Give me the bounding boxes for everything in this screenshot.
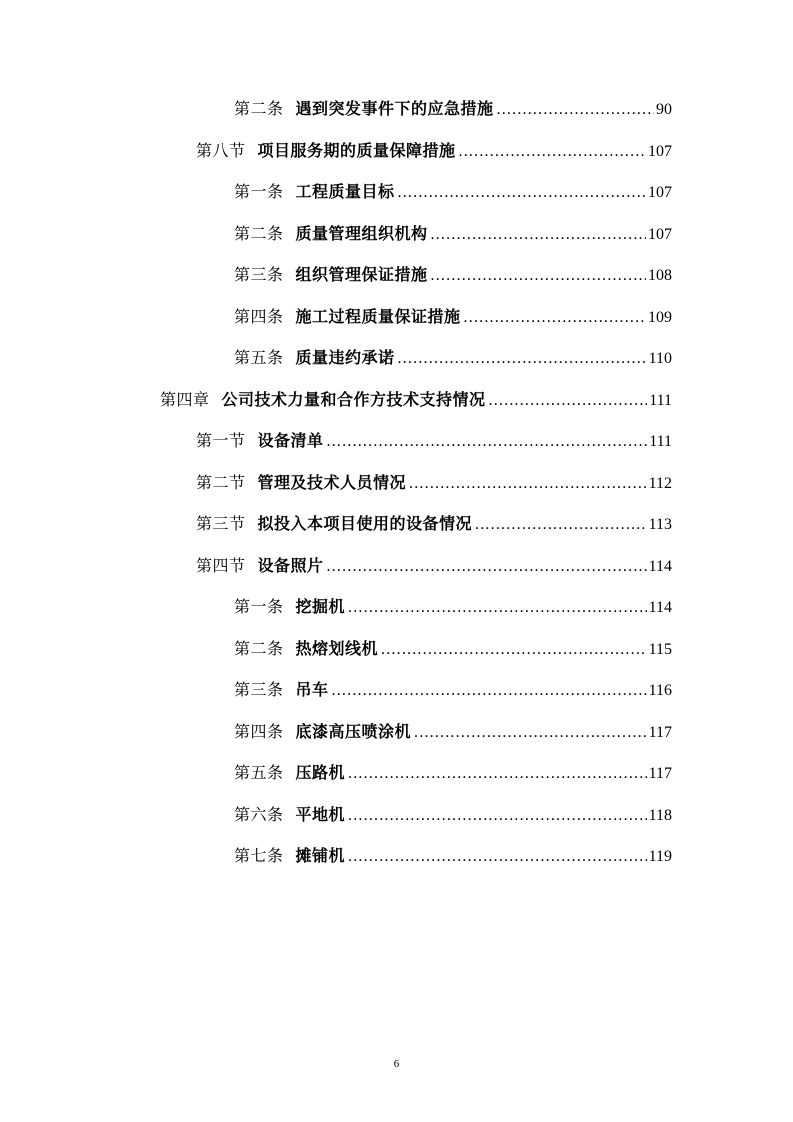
toc-entry-number: 第三条 xyxy=(234,680,284,699)
toc-entry-title: 底漆高压喷涂机 xyxy=(295,722,412,741)
toc-entry-title: 施工过程质量保证措施 xyxy=(295,307,461,326)
toc-leader-dots xyxy=(431,264,646,288)
toc-entry-title: 遇到突发事件下的应急措施 xyxy=(295,99,494,118)
toc-entry[interactable] xyxy=(196,471,672,495)
toc-entry[interactable] xyxy=(234,180,672,204)
toc-entry-title: 公司技术力量和合作方技术支持情况 xyxy=(221,390,486,409)
toc-leader-dots xyxy=(348,845,647,869)
toc-entry-page: 107 xyxy=(648,143,672,160)
toc-entry-title: 质量违约承诺 xyxy=(295,348,395,367)
toc-entry-number: 第三节 xyxy=(196,514,246,533)
toc-entry[interactable] xyxy=(196,429,672,453)
toc-leader-dots xyxy=(327,430,648,454)
toc-entry-page: 117 xyxy=(648,724,672,741)
toc-leader-dots xyxy=(348,596,647,620)
toc-leader-dots xyxy=(497,98,654,122)
toc-entry[interactable] xyxy=(234,720,672,744)
toc-entry-title: 压路机 xyxy=(295,763,346,782)
toc-leader-dots xyxy=(348,762,647,786)
toc-entry-number: 第七条 xyxy=(234,846,284,865)
toc-entry-number: 第二条 xyxy=(234,639,284,658)
toc-leader-dots xyxy=(464,306,646,330)
toc-entry[interactable] xyxy=(234,844,672,868)
toc-leader-dots xyxy=(414,721,647,745)
toc-entry-number: 第八节 xyxy=(196,141,246,160)
toc-entry[interactable] xyxy=(234,346,672,370)
toc-entry-number: 第二条 xyxy=(234,99,284,118)
toc-entry-page: 109 xyxy=(648,309,672,326)
toc-entry-page: 107 xyxy=(648,184,672,201)
toc-entry-number: 第六条 xyxy=(234,805,284,824)
toc-entry[interactable] xyxy=(234,305,672,329)
toc-entry-number: 第五条 xyxy=(234,763,284,782)
toc-entry-page: 108 xyxy=(648,267,672,284)
toc-entry[interactable] xyxy=(196,512,672,536)
toc-entry-title: 挖掘机 xyxy=(295,597,346,616)
toc-entry-title: 设备清单 xyxy=(257,431,324,450)
toc-leader-dots xyxy=(332,679,647,703)
toc-leader-dots xyxy=(475,513,647,537)
toc-entry-page: 116 xyxy=(648,682,672,699)
page-number: 6 xyxy=(393,1058,400,1070)
toc-entry[interactable] xyxy=(234,222,672,246)
toc-entry[interactable] xyxy=(160,388,672,412)
toc-entry-page: 111 xyxy=(649,433,672,450)
toc-entry-number: 第四章 xyxy=(160,390,210,409)
toc-entry-number: 第四节 xyxy=(196,556,246,575)
toc-entry-title: 管理及技术人员情况 xyxy=(257,473,407,492)
toc-entry-page: 113 xyxy=(648,516,672,533)
toc-entry-page: 118 xyxy=(648,807,672,824)
toc-leader-dots xyxy=(431,223,646,247)
toc-entry-title: 拟投入本项目使用的设备情况 xyxy=(257,514,473,533)
toc-entry-page: 115 xyxy=(648,641,672,658)
toc-entry-number: 第四条 xyxy=(234,307,284,326)
toc-leader-dots xyxy=(381,638,647,662)
toc-entry-number: 第三条 xyxy=(234,265,284,284)
toc-entry-page: 107 xyxy=(648,226,672,243)
toc-leader-dots xyxy=(348,804,647,828)
toc-entry-title: 平地机 xyxy=(295,805,346,824)
toc-leader-dots xyxy=(459,140,646,164)
toc-entry-page: 112 xyxy=(648,475,672,492)
toc-entry-title: 摊铺机 xyxy=(295,846,346,865)
toc-leader-dots xyxy=(327,555,647,579)
toc-entry-title: 吊车 xyxy=(295,680,329,699)
toc-entry-title: 设备照片 xyxy=(257,556,324,575)
toc-entry-page: 114 xyxy=(648,558,672,575)
toc-entry-page: 117 xyxy=(648,765,672,782)
toc-entry[interactable] xyxy=(196,139,672,163)
toc-entry-page: 110 xyxy=(648,350,672,367)
toc-entry-number: 第一节 xyxy=(196,431,246,450)
toc-entry[interactable] xyxy=(196,554,672,578)
toc-entry-title: 热熔划线机 xyxy=(295,639,379,658)
toc-entry[interactable] xyxy=(234,263,672,287)
toc-entry[interactable] xyxy=(234,595,672,619)
toc-entry-number: 第五条 xyxy=(234,348,284,367)
toc-entry-title: 项目服务期的质量保障措施 xyxy=(257,141,456,160)
toc-entry-page: 90 xyxy=(656,101,672,118)
toc-leader-dots xyxy=(489,389,648,413)
toc-entry-page: 111 xyxy=(649,392,672,409)
toc-entry-title: 质量管理组织机构 xyxy=(295,224,428,243)
toc-leader-dots xyxy=(409,472,647,496)
toc-entry-page: 114 xyxy=(648,599,672,616)
toc-leader-dots xyxy=(398,181,646,205)
toc-entry[interactable] xyxy=(234,803,672,827)
toc-entry-title: 工程质量目标 xyxy=(295,182,395,201)
toc-entry-number: 第一条 xyxy=(234,597,284,616)
toc-entry-page: 119 xyxy=(648,848,672,865)
toc-entry[interactable] xyxy=(234,678,672,702)
toc-entry-number: 第二节 xyxy=(196,473,246,492)
toc-entry[interactable] xyxy=(234,97,672,121)
toc-entry[interactable] xyxy=(234,761,672,785)
toc-entry-number: 第二条 xyxy=(234,224,284,243)
toc-entry-number: 第四条 xyxy=(234,722,284,741)
toc-entry-number: 第一条 xyxy=(234,182,284,201)
toc-entry-title: 组织管理保证措施 xyxy=(295,265,428,284)
toc-entry[interactable] xyxy=(234,637,672,661)
toc-leader-dots xyxy=(398,347,647,371)
